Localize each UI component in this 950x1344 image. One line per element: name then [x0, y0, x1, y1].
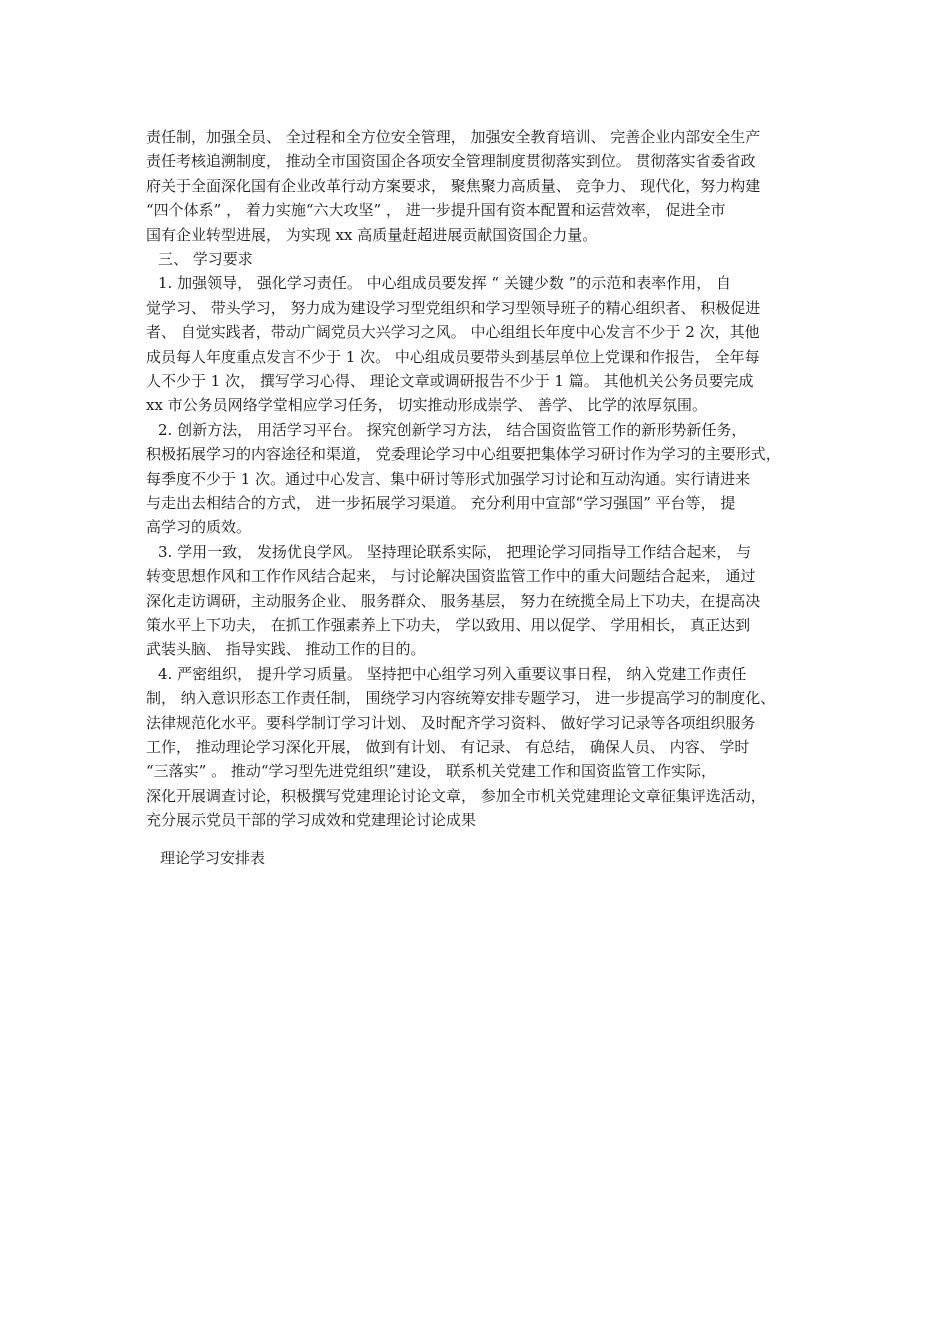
- table-title: 理论学习安排表: [160, 849, 266, 867]
- text-line: 工作， 推动理论学习深化开展， 做到有计划、 有记录、 有总结， 确保人员、 内容、 学时: [146, 738, 750, 756]
- text-line: 武装头脑、 指导实践、 推动工作的目的。: [146, 640, 426, 658]
- text-line: 府关于全面深化国有企业改革行动方案要求， 聚焦聚力高质量、 竞争力、 现代化，努力构建: [146, 177, 761, 195]
- text-line: 4. 严密组织， 提升学习质量。 坚持把中心组学习列入重要议事日程， 纳入党建工作责任: [158, 665, 747, 683]
- text-line: 觉学习、 带头学习， 努力成为建设学习型党组织和学习型领导班子的精心组织者、 积极促进: [146, 299, 761, 317]
- text-line: 高学习的质效。: [146, 518, 252, 536]
- text-line: 策水平上下功夫， 在抓工作强素养上下功夫， 学以致用、用以促学、 学用相长， 真正达到: [146, 616, 751, 634]
- text-line: 深化开展调查讨论，积极撰写党建理论讨论文章， 参加全市机关党建理论文章征集评选活动，: [146, 787, 766, 805]
- text-line: xx 市公务员网络学堂相应学习任务， 切实推动形成崇学、 善学、 比学的浓厚氛围。: [146, 396, 707, 414]
- text-line: 者、 自觉实践者，带动广阔党员大兴学习之风。 中心组组长年度中心发言不少于 2 次，其他: [146, 323, 760, 341]
- text-line: 每季度不少于 1 次。通过中心发言、集中研讨等形式加强学习讨论和互动沟通。实行请进来: [146, 470, 751, 488]
- text-line: 2. 创新方法， 用活学习平台。 探究创新学习方法， 结合国资监管工作的新形势新任务，: [158, 421, 747, 439]
- text-line: 人不少于 1 次， 撰写学习心得、 理论文章或调研报告不少于 1 篇。 其他机关公务员要完成: [146, 372, 754, 390]
- text-line: 充分展示党员干部的学习成效和党建理论讨论成果: [146, 811, 477, 829]
- text-line: 法律规范化水平。要科学制订学习计划、 及时配齐学习资料、 做好学习记录等各项组织服务: [146, 714, 756, 732]
- text-line: 责任制，加强全员、 全过程和全方位安全管理， 加强安全教育培训、 完善企业内部安全生产: [146, 128, 761, 146]
- text-line: 转变思想作风和工作作风结合起来， 与讨论解决国资监管工作中的重大问题结合起来， 通过: [146, 567, 756, 585]
- text-line: 1. 加强领导， 强化学习责任。 中心组成员要发挥 “ 关键少数 ”的示范和表率作用， 自: [158, 274, 732, 292]
- text-line: 3. 学用一致， 发扬优良学风。 坚持理论联系实际， 把理论学习同指导工作结合起来， 与: [158, 543, 752, 561]
- text-line: 三、 学习要求: [158, 250, 253, 268]
- text-line: “四个体系” ， 着力实施“六大攻坚” ， 进一步提升国有资本配置和运营效率， 促进全市: [146, 201, 726, 219]
- text-line: “三落实” 。 推动“学习型先进党组织”建设， 联系机关党建工作和国资监管工作实际，: [146, 762, 716, 780]
- text-line: 深化走访调研，主动服务企业、 服务群众、 服务基层， 努力在统揽全局上下功夫，在提高决: [146, 592, 761, 610]
- text-line: 制， 纳入意识形态工作责任制， 围绕学习内容统筹安排专题学习， 进一步提高学习的制度化、: [146, 689, 776, 707]
- text-line: 与走出去相结合的方式， 进一步拓展学习渠道。 充分利用中宣部“学习强国” 平台等， 提: [146, 494, 736, 512]
- text-line: 成员每人年度重点发言不少于 1 次。 中心组成员要带头到基层单位上党课和作报告， 全年每: [146, 348, 760, 366]
- text-line: 积极拓展学习的内容途径和渠道， 党委理论学习中心组要把集体学习研讨作为学习的主要形式，: [146, 445, 781, 463]
- text-line: 责任考核追溯制度， 推动全市国资国企各项安全管理制度贯彻落实到位。 贯彻落实省委省政: [146, 152, 756, 170]
- text-line: 国有企业转型进展， 为实现 xx 高质量赶超进展贡献国资国企力量。: [146, 226, 598, 244]
